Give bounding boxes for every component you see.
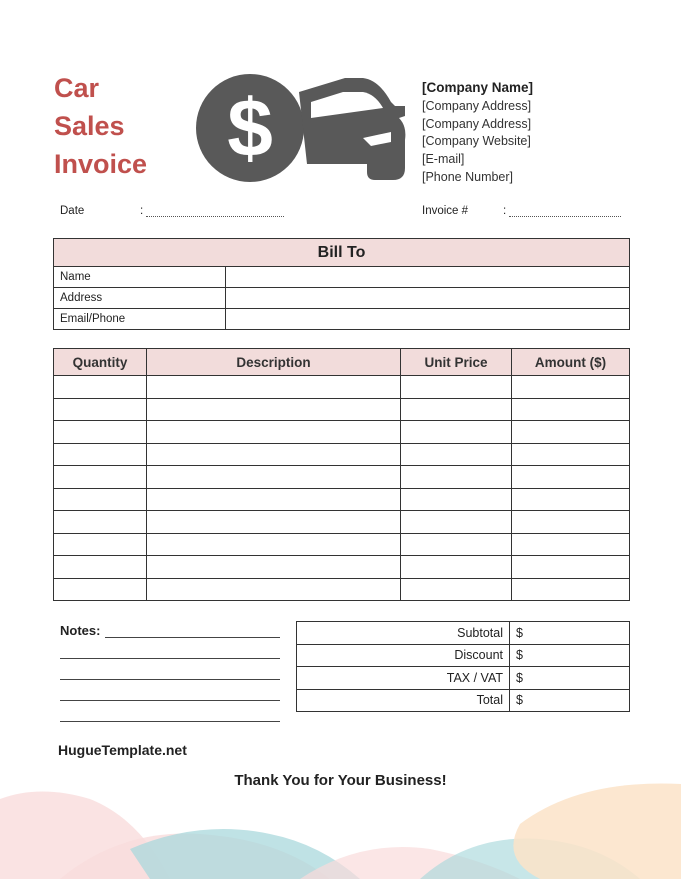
item-row [54, 488, 630, 511]
amount-cell[interactable] [512, 443, 630, 466]
amount-cell[interactable] [512, 488, 630, 511]
item-row [54, 376, 630, 399]
company-email: [E-mail] [422, 152, 465, 166]
notes-line[interactable] [60, 700, 280, 701]
notes-label: Notes: [60, 623, 101, 638]
description-cell[interactable] [147, 533, 401, 556]
description-cell[interactable] [147, 511, 401, 534]
title-invoice: Invoice [54, 149, 148, 179]
bill-to-name-label: Name [54, 267, 226, 288]
unit-price-cell[interactable] [401, 421, 512, 444]
discount-label: Discount [297, 644, 510, 667]
bill-to-table [53, 238, 630, 330]
total-label: Total [297, 689, 510, 712]
unit-price-cell[interactable] [401, 398, 512, 421]
notes-line[interactable] [105, 637, 280, 638]
date-label: Date [60, 205, 85, 217]
quantity-cell[interactable] [54, 398, 147, 421]
items-table [53, 348, 630, 601]
amount-header: Amount ($) [512, 349, 630, 376]
quantity-cell[interactable] [54, 578, 147, 601]
invoice-number-label: Invoice # [422, 205, 469, 217]
amount-cell[interactable] [512, 556, 630, 579]
quantity-cell[interactable] [54, 556, 147, 579]
item-row [54, 511, 630, 534]
amount-cell[interactable] [512, 398, 630, 421]
bill-to-row [54, 267, 630, 288]
company-address-1: [Company Address] [422, 99, 532, 113]
unit-price-cell[interactable] [401, 578, 512, 601]
discount-row [297, 644, 630, 667]
quantity-cell[interactable] [54, 466, 147, 489]
unit-price-header: Unit Price [401, 349, 512, 376]
quantity-cell[interactable] [54, 376, 147, 399]
quantity-cell[interactable] [54, 443, 147, 466]
unit-price-cell[interactable] [401, 376, 512, 399]
unit-price-cell[interactable] [401, 488, 512, 511]
description-cell[interactable] [147, 488, 401, 511]
unit-price-cell[interactable] [401, 511, 512, 534]
date-colon: : [140, 205, 144, 217]
subtotal-row [297, 622, 630, 645]
discount-value[interactable]: $ [510, 644, 630, 667]
title-sales: Sales [54, 111, 125, 141]
decorative-waves [0, 779, 681, 879]
item-row [54, 556, 630, 579]
item-row [54, 421, 630, 444]
amount-cell[interactable] [512, 533, 630, 556]
bill-to-row [54, 288, 630, 309]
amount-cell[interactable] [512, 578, 630, 601]
company-website: [Company Website] [422, 134, 531, 148]
bill-to-email-phone-label: Email/Phone [54, 309, 226, 330]
unit-price-cell[interactable] [401, 466, 512, 489]
notes-line[interactable] [60, 721, 280, 722]
notes-line[interactable] [60, 679, 280, 680]
amount-cell[interactable] [512, 511, 630, 534]
notes-line[interactable] [60, 658, 280, 659]
item-row [54, 443, 630, 466]
quantity-cell[interactable] [54, 488, 147, 511]
bill-to-row [54, 309, 630, 330]
amount-cell[interactable] [512, 466, 630, 489]
tax-vat-row [297, 667, 630, 690]
car-sales-logo [195, 72, 410, 184]
item-row [54, 533, 630, 556]
tax-vat-value[interactable]: $ [510, 667, 630, 690]
description-cell[interactable] [147, 578, 401, 601]
description-header: Description [147, 349, 401, 376]
thank-you-message: Thank You for Your Business! [234, 772, 447, 789]
bill-to-heading: Bill To [54, 239, 630, 267]
total-row [297, 689, 630, 712]
subtotal-label: Subtotal [297, 622, 510, 645]
description-cell[interactable] [147, 421, 401, 444]
item-row [54, 398, 630, 421]
bill-to-address-label: Address [54, 288, 226, 309]
dollar-coin-icon [196, 74, 304, 182]
description-cell[interactable] [147, 398, 401, 421]
unit-price-cell[interactable] [401, 443, 512, 466]
amount-cell[interactable] [512, 376, 630, 399]
svg-text:$: $ [227, 83, 273, 174]
bill-to-name-field[interactable] [226, 267, 630, 288]
company-name: [Company Name] [422, 80, 534, 95]
company-phone: [Phone Number] [422, 170, 514, 184]
description-cell[interactable] [147, 556, 401, 579]
bill-to-address-field[interactable] [226, 288, 630, 309]
quantity-cell[interactable] [54, 421, 147, 444]
total-value[interactable]: $ [510, 689, 630, 712]
description-cell[interactable] [147, 466, 401, 489]
item-row [54, 578, 630, 601]
amount-cell[interactable] [512, 421, 630, 444]
bill-to-email-phone-field[interactable] [226, 309, 630, 330]
date-field[interactable] [146, 216, 284, 217]
totals-table [296, 621, 630, 712]
item-row [54, 466, 630, 489]
subtotal-value[interactable]: $ [510, 622, 630, 645]
title-car: Car [54, 73, 100, 103]
description-cell[interactable] [147, 376, 401, 399]
description-cell[interactable] [147, 443, 401, 466]
quantity-cell[interactable] [54, 511, 147, 534]
quantity-cell[interactable] [54, 533, 147, 556]
company-address-2: [Company Address] [422, 117, 532, 131]
unit-price-cell[interactable] [401, 556, 512, 579]
website-credit: HugueTemplate.net [58, 742, 187, 758]
car-icon [299, 78, 405, 180]
invoice-number-field[interactable] [509, 216, 621, 217]
invoice-number-colon: : [503, 205, 507, 217]
unit-price-cell[interactable] [401, 533, 512, 556]
tax-vat-label: TAX / VAT [297, 667, 510, 690]
quantity-header: Quantity [54, 349, 147, 376]
